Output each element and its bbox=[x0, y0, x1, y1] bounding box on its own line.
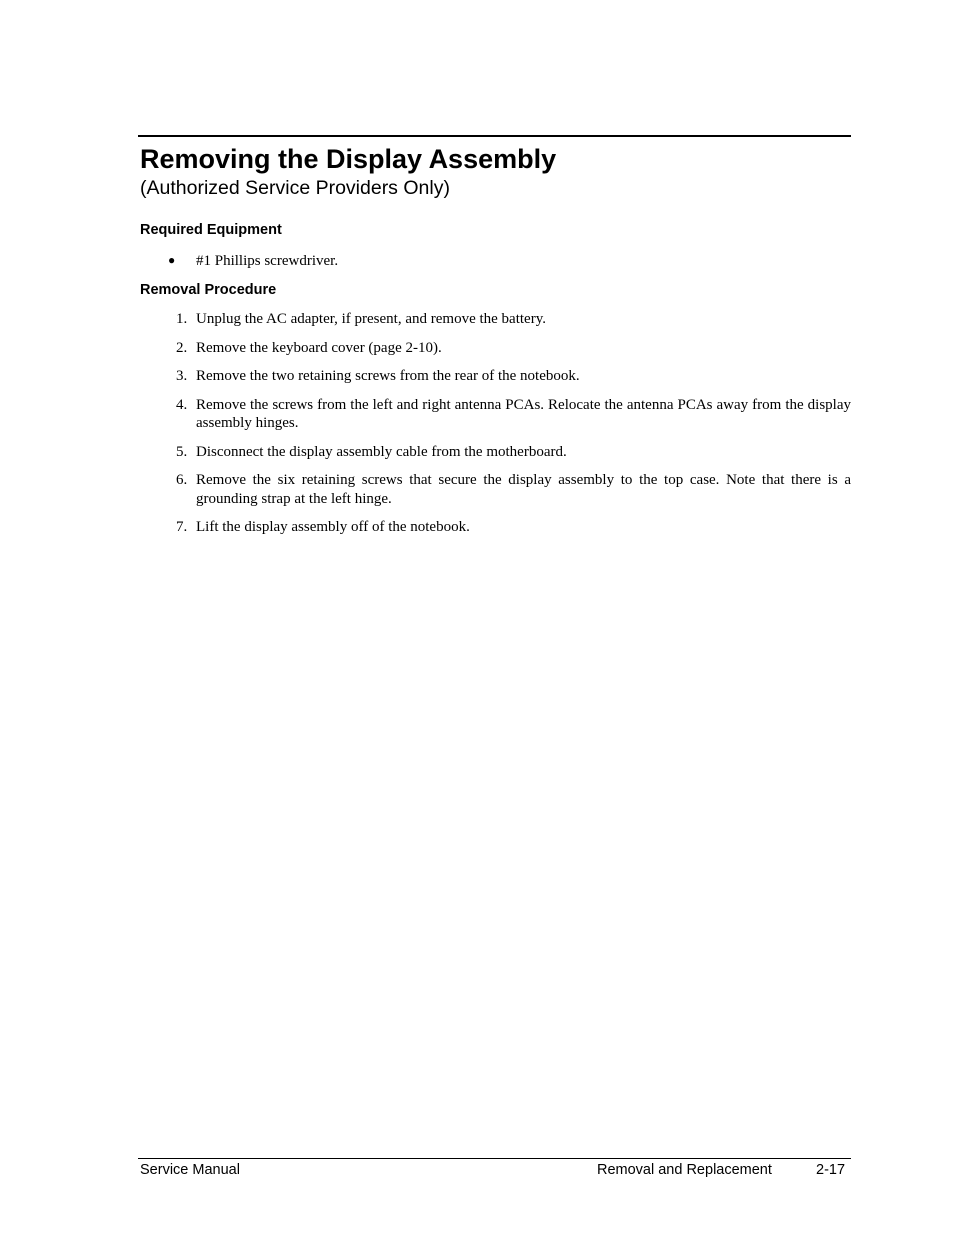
step-text: Remove the six retaining screws that secure the display assembly to the top case. Note that there is a grounding strap at the left hinge. bbox=[196, 472, 851, 507]
step-text: Unplug the AC adapter, if present, and remove the battery. bbox=[196, 311, 546, 327]
footer-manual-title: Service Manual bbox=[140, 1162, 240, 1178]
step-text: Lift the display assembly off of the notebook. bbox=[196, 519, 470, 535]
procedure-step bbox=[176, 339, 851, 358]
step-number: 4. bbox=[176, 396, 188, 413]
procedure-step bbox=[176, 518, 851, 537]
equipment-item-text: #1 Phillips screwdriver. bbox=[196, 253, 339, 269]
bullet-icon: ● bbox=[168, 253, 176, 267]
procedure-step bbox=[176, 396, 851, 433]
equipment-list-item bbox=[168, 251, 338, 270]
procedure-step bbox=[176, 443, 851, 462]
page-subtitle: (Authorized Service Providers Only) bbox=[140, 177, 450, 199]
footer-section-title: Removal and Replacement bbox=[597, 1162, 772, 1178]
header-rule bbox=[138, 135, 851, 137]
step-text: Disconnect the display assembly cable from the motherboard. bbox=[196, 443, 567, 460]
required-equipment-heading: Required Equipment bbox=[140, 222, 282, 238]
procedure-steps-list bbox=[176, 310, 851, 547]
step-text: Remove the two retaining screws from the rear of the notebook. bbox=[196, 368, 580, 384]
footer-page-number: 2-17 bbox=[816, 1162, 846, 1178]
step-text: Remove the screws from the left and right antenna PCAs. Relocate the antenna PCAs away from the display assembly hinges. bbox=[196, 396, 851, 431]
procedure-step bbox=[176, 310, 851, 329]
step-number: 7. bbox=[176, 519, 188, 535]
procedure-step bbox=[176, 471, 851, 508]
step-text: Remove the keyboard cover (page 2-10). bbox=[196, 339, 442, 356]
footer-rule bbox=[138, 1158, 851, 1159]
procedure-step bbox=[176, 367, 851, 386]
removal-procedure-heading: Removal Procedure bbox=[140, 282, 277, 298]
step-number: 3. bbox=[176, 368, 188, 384]
step-number: 6. bbox=[176, 472, 188, 488]
step-number: 2. bbox=[176, 339, 188, 356]
step-number: 5. bbox=[176, 443, 188, 460]
page-title: Removing the Display Assembly bbox=[140, 144, 557, 174]
step-number: 1. bbox=[176, 311, 188, 327]
